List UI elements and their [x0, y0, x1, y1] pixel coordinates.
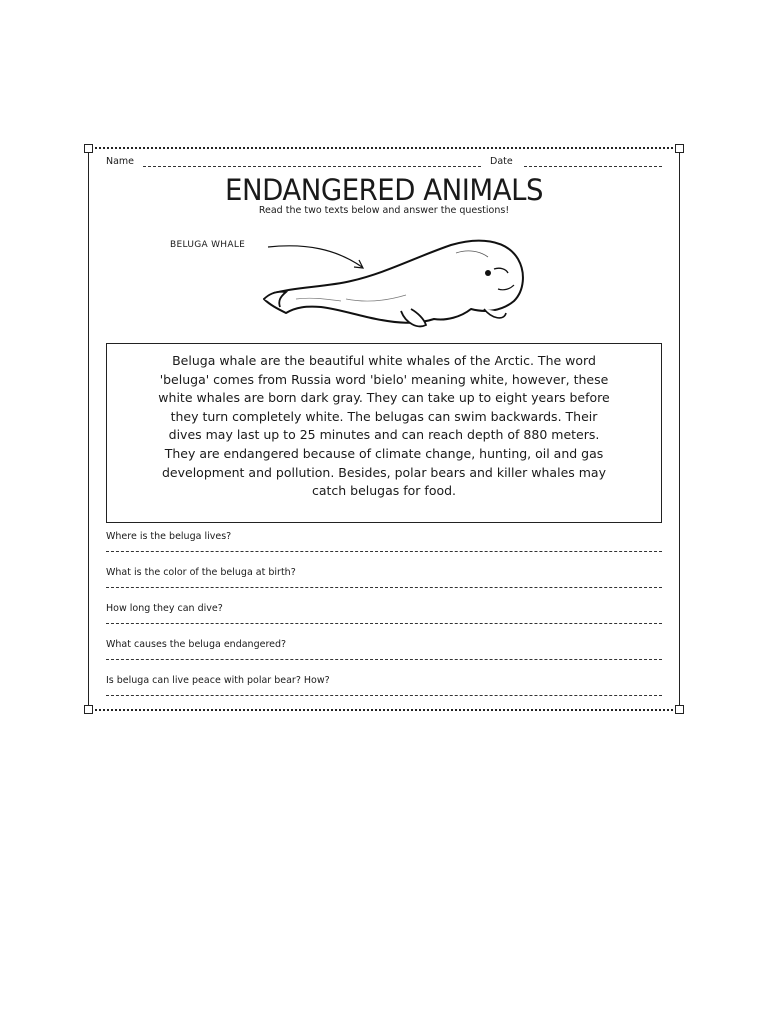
- answer-line[interactable]: [106, 695, 662, 696]
- answer-line[interactable]: [106, 659, 662, 660]
- page-title: ENDANGERED ANIMALS: [225, 173, 543, 207]
- date-label: Date: [490, 156, 513, 167]
- corner-mark: [84, 144, 93, 153]
- label-arrow: [266, 237, 371, 277]
- question-item: [106, 567, 662, 588]
- instructions: Read the two texts below and answer the questions!: [258, 205, 510, 216]
- corner-mark: [675, 705, 684, 714]
- question-item: [106, 531, 662, 552]
- question-text: Where is the beluga lives?: [106, 531, 232, 542]
- question-text: What causes the beluga endangered?: [106, 639, 287, 650]
- answer-line[interactable]: [106, 551, 662, 552]
- corner-mark: [84, 705, 93, 714]
- question-text: What is the color of the beluga at birth?: [106, 567, 296, 578]
- question-text: Is beluga can live peace with polar bear? How?: [106, 675, 330, 686]
- name-field[interactable]: [143, 166, 481, 167]
- worksheet: [88, 147, 680, 711]
- question-text: How long they can dive?: [106, 603, 223, 614]
- question-item: [106, 675, 662, 696]
- corner-mark: [675, 144, 684, 153]
- name-label: Name: [106, 156, 135, 167]
- answer-line[interactable]: [106, 587, 662, 588]
- question-item: [106, 639, 662, 660]
- answer-line[interactable]: [106, 623, 662, 624]
- whale-label: BELUGA WHALE: [170, 240, 246, 250]
- reading-passage: Beluga whale are the beautiful white whales of the Arctic. The word 'beluga' comes from Russia word 'bielo' meaning white, however, these white whales are born dark gray. They can take up to eight years before they turn completely white. The belugas can swim backwards. Their dives may last up to 25 minutes and can reach depth of 880 meters. They are endangered because of climate change, hunting, oil and gas development and pollution. Besides, polar bears and killer whales may catch belugas for food.: [106, 343, 662, 523]
- name-date-row: [106, 156, 662, 170]
- question-item: [106, 603, 662, 624]
- date-field[interactable]: [524, 166, 662, 167]
